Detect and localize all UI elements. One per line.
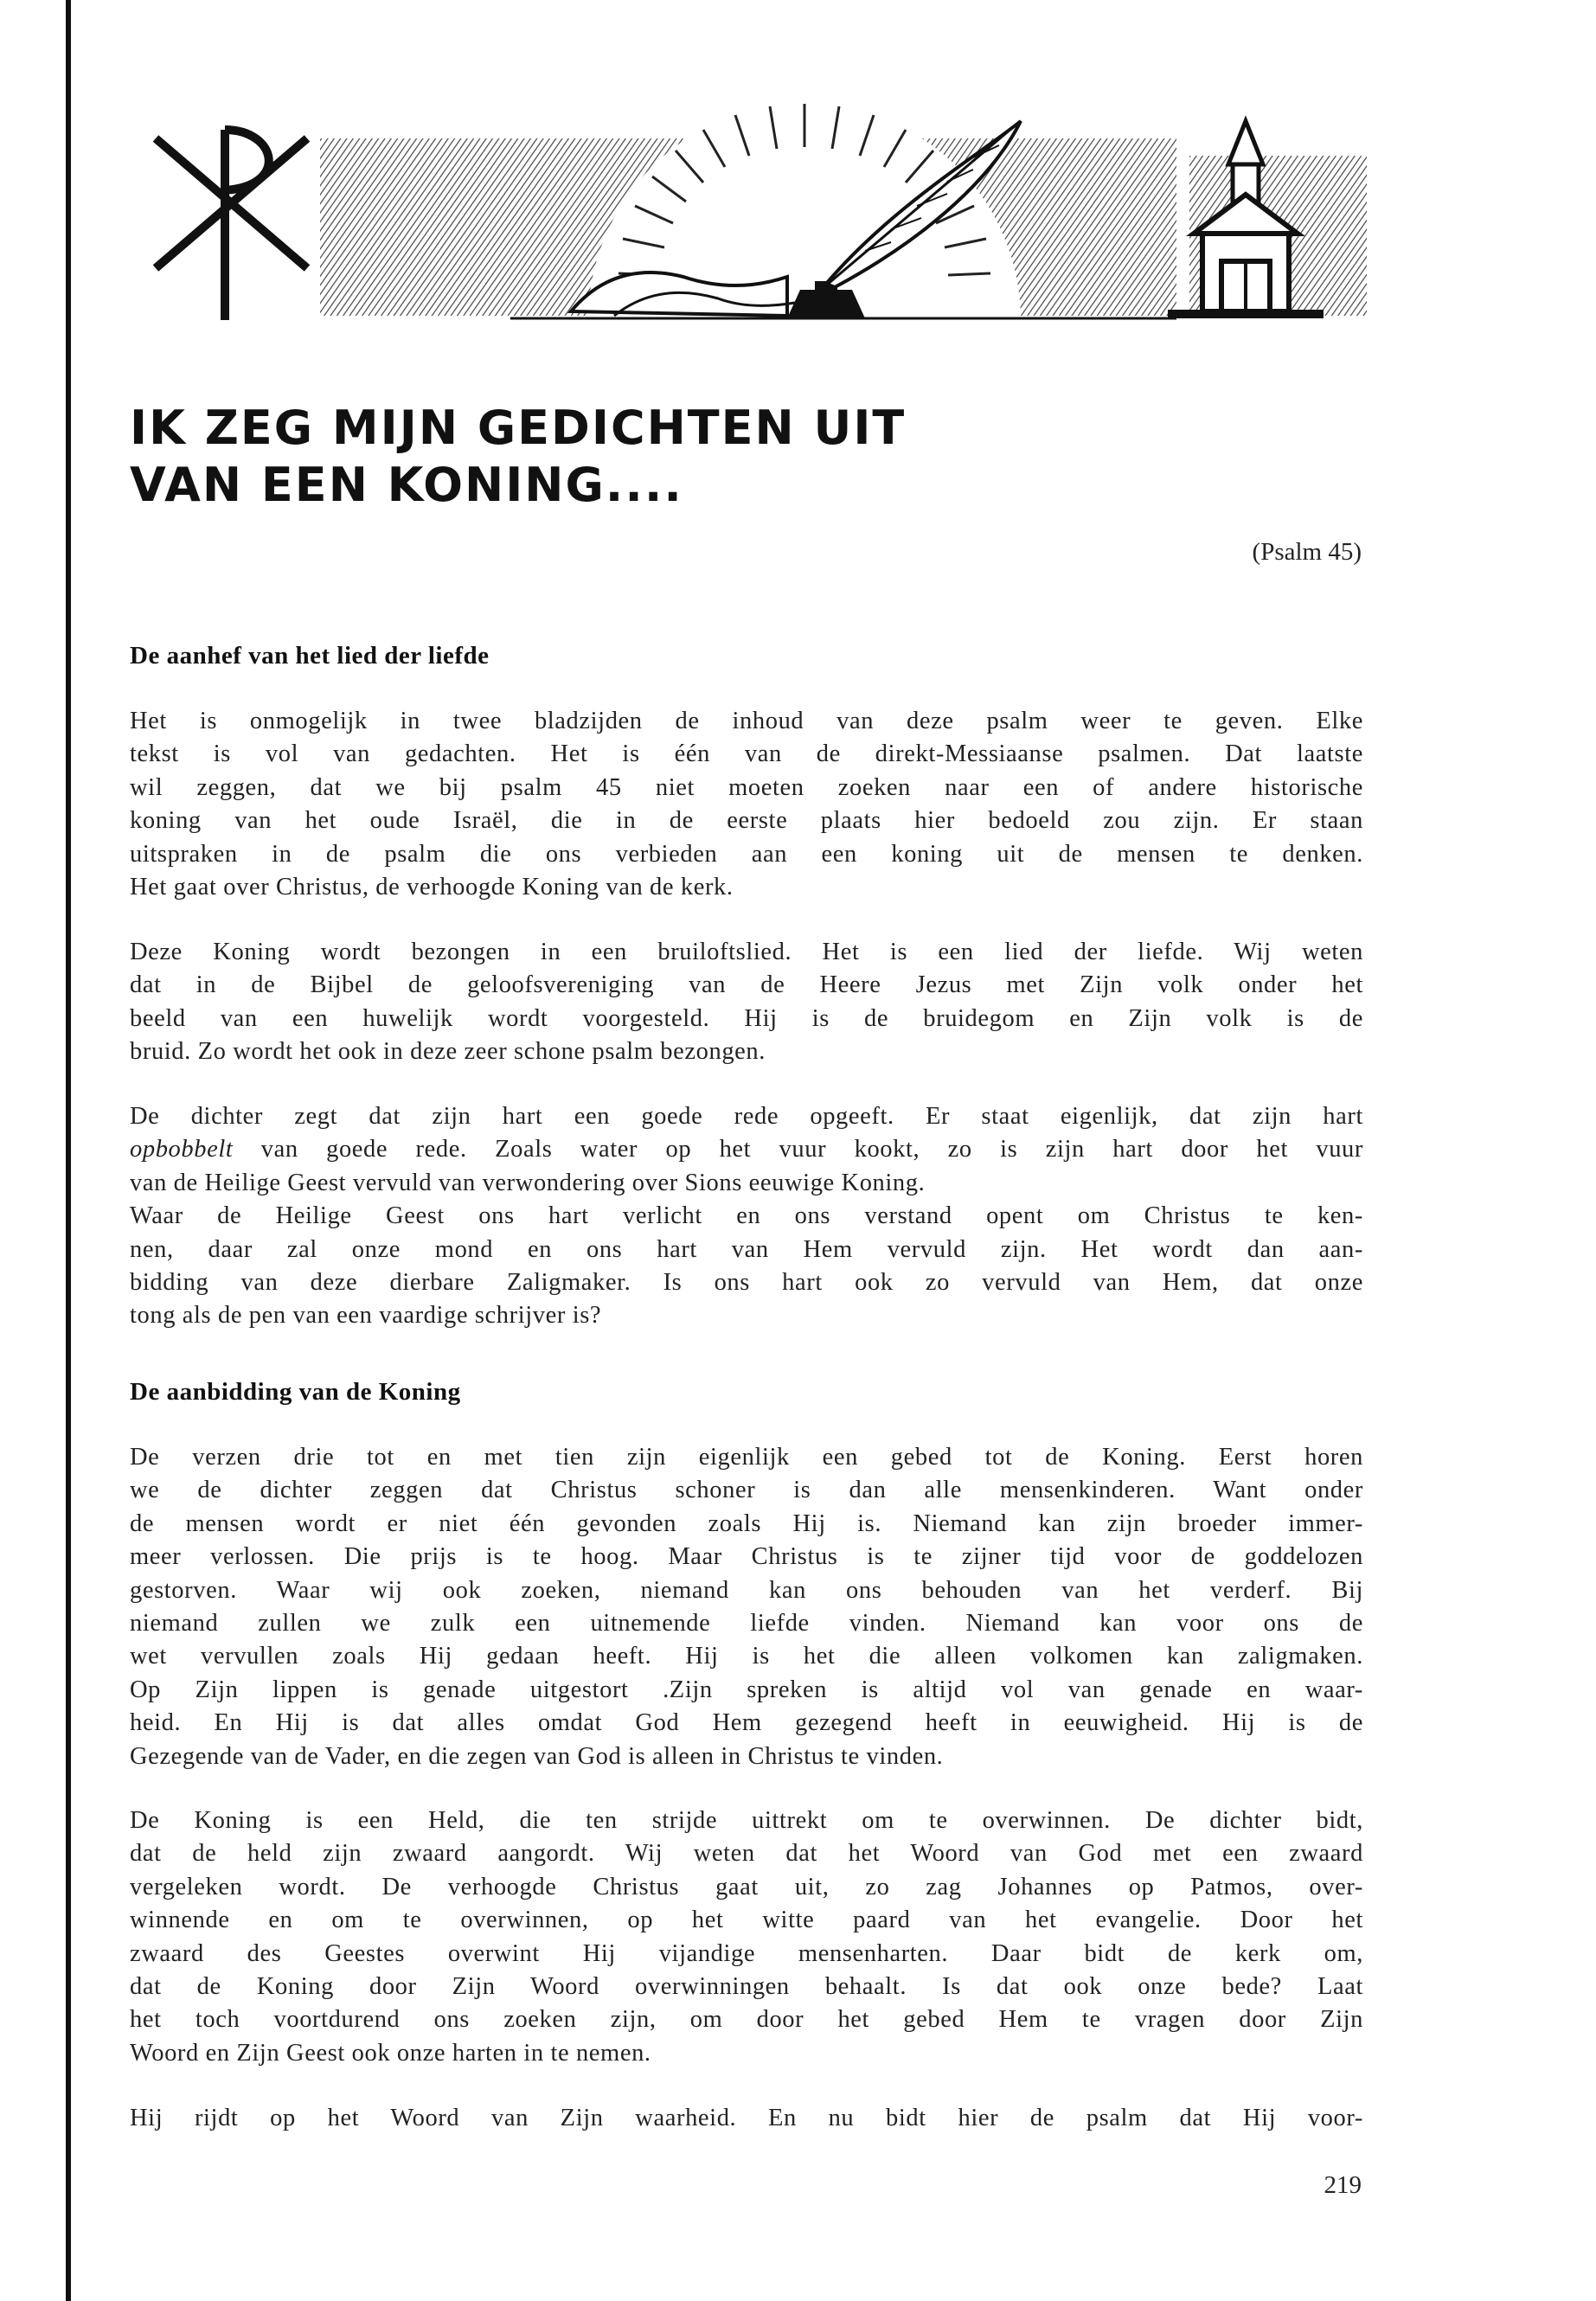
text-line: winnende en om te overwinnen, op het witte paard van het evangelie. Door het xyxy=(130,1907,1363,1934)
text-line: dat in de Bijbel de geloofsvereniging van de Heere Jezus met Zijn volk onder het xyxy=(130,971,1363,999)
page-spine-shadow xyxy=(66,0,71,2301)
title-line-2: VAN EEN KONING.... xyxy=(130,458,683,512)
text-line: uitspraken in de psalm die ons verbieden aan een koning uit de mensen te denken. xyxy=(130,840,1363,868)
section-heading-2: De aanbidding van de Koning xyxy=(130,1378,461,1406)
psalm-reference: (Psalm 45) xyxy=(1252,538,1362,566)
text-line: wil zeggen, dat we bij psalm 45 niet moeten zoeken naar een of andere historische xyxy=(130,773,1363,801)
paragraph-2 xyxy=(130,936,1363,1069)
text-line: beeld van een huwelijk wordt voorgesteld. Hij is de bruidegom en Zijn volk is de xyxy=(130,1004,1363,1032)
text-line: koning van het oude Israël, die in de eerste plaats hier bedoeld zou zijn. Er staan xyxy=(130,807,1363,835)
paragraph-4 xyxy=(130,1441,1363,1773)
text-line: De dichter zegt dat zijn hart een goede rede opgeeft. Er staat eigenlijk, dat zijn hart xyxy=(130,1103,1363,1130)
text-line: opbobbelt van goede rede. Zoals water op het vuur kookt, zo is zijn hart door het vuur xyxy=(130,1136,1363,1163)
text-line: bruid. Zo wordt het ook in deze zeer schone psalm bezongen. xyxy=(130,1038,766,1066)
title-line-1: IK ZEG MIJN GEDICHTEN UIT xyxy=(130,401,907,455)
chi-rho-icon xyxy=(130,104,320,329)
text-line: bidding van deze dierbare Zaligmaker. Is ons hart ook zo vervuld van Hem, dat onze xyxy=(130,1269,1363,1297)
church-icon xyxy=(1168,104,1367,329)
text-line: dat de Koning door Zijn Woord overwinningen behaalt. Is dat ook onze bede? Laat xyxy=(130,1973,1363,2001)
text-line: we de dichter zeggen dat Christus schoner is dan alle mensenkinderen. Want onder xyxy=(130,1477,1363,1504)
page-number: 219 xyxy=(1324,2171,1362,2199)
text-line: Waar de Heilige Geest ons hart verlicht en ons verstand opent om Christus te ken- xyxy=(130,1202,1363,1230)
text-line: dat de held zijn zwaard aangordt. Wij weten dat het Woord van God met een zwaard xyxy=(130,1840,1363,1868)
emphasized-word: opbobbelt xyxy=(130,1136,234,1163)
text-line: wet vervullen zoals Hij gedaan heeft. Hij is het die alleen volkomen kan zaligmaken. xyxy=(130,1643,1363,1670)
text-line: tong als de pen van een vaardige schrijver is? xyxy=(130,1302,602,1330)
text-line: Het is onmogelijk in twee bladzijden de inhoud van deze psalm weer te geven. Elke xyxy=(130,708,1363,734)
page-title xyxy=(130,400,1254,514)
section-heading-1: De aanhef van het lied der liefde xyxy=(130,642,490,670)
text-line: gestorven. Waar wij ook zoeken, niemand kan ons behouden van het verderf. Bij xyxy=(130,1576,1363,1604)
paragraph-5 xyxy=(130,1804,1363,2070)
paragraph-3 xyxy=(130,1100,1363,1333)
text-line: Woord en Zijn Geest ook onze harten in te nemen. xyxy=(130,2039,651,2067)
text-line: Op Zijn lippen is genade uitgestort .Zijn spreken is altijd vol van genade en waar- xyxy=(130,1676,1363,1703)
text-line: van de Heilige Geest vervuld van verwondering over Sions eeuwige Koning. xyxy=(130,1169,926,1196)
text-line: Deze Koning wordt bezongen in een bruiloftslied. Het is een lied der liefde. Wij weten xyxy=(130,939,1363,965)
text-line: Het gaat over Christus, de verhoogde Koning van de kerk. xyxy=(130,874,734,901)
paragraph-1 xyxy=(130,705,1363,904)
text-line: zwaard des Geestes overwint Hij vijandige mensenharten. Daar bidt de kerk om, xyxy=(130,1939,1363,1967)
text-line: vergeleken wordt. De verhoogde Christus gaat uit, zo zag Johannes op Patmos, over- xyxy=(130,1873,1363,1900)
text-line: De Koning is een Held, die ten strijde uittrekt om te overwinnen. De dichter bidt, xyxy=(130,1807,1363,1834)
text-line: heid. En Hij is dat alles omdat God Hem gezegend heeft in eeuwigheid. Hij is de xyxy=(130,1709,1363,1737)
header-illustration xyxy=(130,104,1367,329)
text-line: De verzen drie tot en met tien zijn eigenlijk een gebed tot de Koning. Eerst horen xyxy=(130,1444,1363,1471)
text-line: meer verlossen. Die prijs is te hoog. Maar Christus is te zijner tijd voor de goddelozen xyxy=(130,1543,1363,1571)
text-line: nen, daar zal onze mond en ons hart van Hem vervuld zijn. Het wordt dan aan- xyxy=(130,1235,1363,1263)
text-line: Hij rijdt op het Woord van Zijn waarheid. En nu bidt hier de psalm dat Hij voor- xyxy=(130,2105,1363,2131)
text-line: tekst is vol van gedachten. Het is één van de direkt-Messiaanse psalmen. Dat laatste xyxy=(130,740,1363,768)
paragraph-6 xyxy=(130,2102,1363,2135)
text-line: Gezegende van de Vader, en die zegen van God is alleen in Christus te vinden. xyxy=(130,1742,944,1770)
text-line: het toch voortdurend ons zoeken zijn, om door het gebed Hem te vragen door Zijn xyxy=(130,2006,1363,2034)
text-line: de mensen wordt er niet één gevonden zoals Hij is. Niemand kan zijn broeder immer- xyxy=(130,1509,1363,1537)
text-line: niemand zullen we zulk een uitnemende liefde vinden. Niemand kan voor ons de xyxy=(130,1610,1363,1638)
